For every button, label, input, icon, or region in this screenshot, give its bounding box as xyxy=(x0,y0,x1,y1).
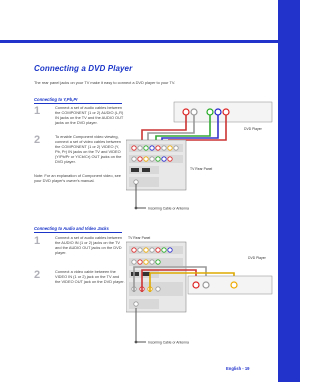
section-heading-ypbpr: Connecting to Y,Pb,Pr xyxy=(34,97,78,102)
top-color-bar xyxy=(0,40,300,43)
step-text: Connect a set of audio cables between the AUDIO IN (1 or 2) jacks on the TV and the AUDIO OUT jacks on the DVD player. xyxy=(55,235,123,255)
page-footer: English - 19 xyxy=(226,366,250,371)
step-text: To enable Component video viewing, connect a set of video cables between the COMPONENT (1 or 2) VIDEO (Y, Pb, Pr) IN jacks on the TV and VIDEO (Y/Pb/Pr or Y/Cb/Cr) OUT jacks on the DVD player. xyxy=(55,134,122,164)
antenna-cable-label: Incoming Cable or Antenna xyxy=(148,206,189,211)
side-color-bar xyxy=(278,0,300,382)
dvd-player-box xyxy=(188,276,272,294)
intro-text: The rear panel jacks on your TV make it easy to connect a DVD player to your TV. xyxy=(34,80,176,85)
tv-rear-panel-label: TV Rear Panel xyxy=(128,236,151,240)
note-text: Note: For an explanation of Component video, see your DVD player's owner's manual. xyxy=(34,173,121,183)
dvd-player-label: DVD Player xyxy=(248,256,266,260)
step-number: 1 xyxy=(34,105,41,117)
antenna-cable-label: Incoming Cable or Antenna xyxy=(148,340,189,345)
step-number: 1 xyxy=(34,235,41,247)
step-number: 2 xyxy=(34,134,41,146)
section-rule xyxy=(34,232,122,233)
section-rule xyxy=(34,103,122,104)
dvd-player-label: DVD Player xyxy=(244,127,262,131)
step-text: Connect a set of audio cables between the COMPONENT (1 or 2) AUDIO (L,R) IN jacks on the TV and the AUDIO OUT jacks on the DVD player. xyxy=(55,105,124,125)
page-title: Connecting a DVD Player xyxy=(34,64,133,73)
ypbpr-connection-diagram xyxy=(126,100,276,214)
tv-rear-panel-label: TV Rear Panel xyxy=(190,167,213,171)
antenna-cable xyxy=(136,308,146,342)
step-number: 2 xyxy=(34,269,41,281)
av-connection-diagram xyxy=(126,234,276,350)
step-text: Connect a video cable between the VIDEO IN (1 or 2) jack on the TV and the VIDEO OUT jack on the DVD player. xyxy=(55,269,125,284)
section-heading-av: Connecting to Audio and Video Jacks xyxy=(34,226,109,231)
